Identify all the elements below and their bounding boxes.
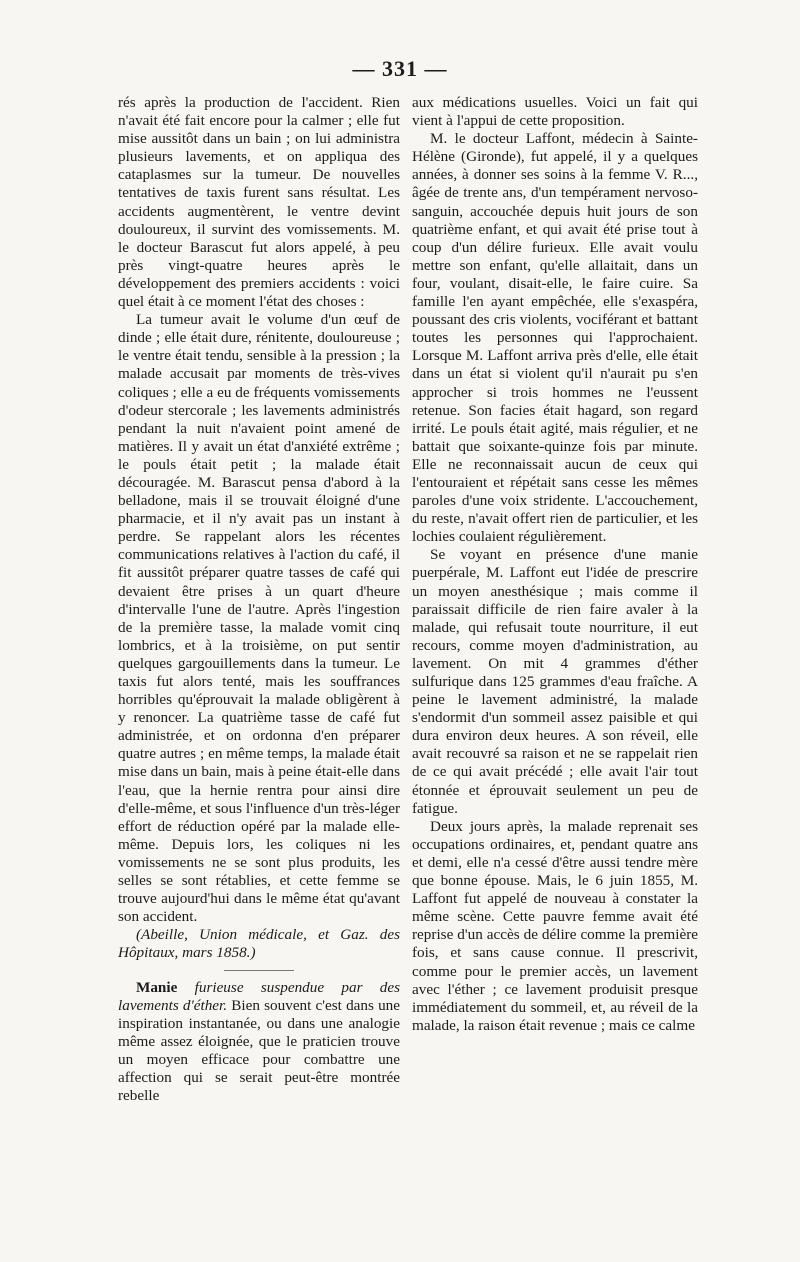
- paragraph: La tumeur avait le volume d'un œuf de dinde ; elle était dure, rénitente, douloureuse ; le ventre était tendu, sensible à la pression ; la malade accusait par moments de très-vives coliques ; elle a eu de fréquents vomissements d'odeur stercorale ; les lavements administrés pendant la nuit n'avaient point amené de matières. Il y avait un état d'anxiété extrême ; le pouls était petit ; la malade était découragée. M. Barascut pensa d'abord à la belladone, mais il se trouvait éloigné d'une pharmacie, et il n'y avait pas un instant à perdre. Se rappelant alors les récentes communications relatives à l'action du café, il fit aussitôt préparer quatre tasses de café qui devaient être prises à un quart d'heure d'intervalle l'une de l'autre. Après l'ingestion de la première tasse, la malade vomit cinq lombrics, et à la troisième, on put sentir quelques gargouillements dans la tumeur. Le taxis fut alors tenté, mais les souffrances horribles qu'éprouvait la malade obligèrent à y renoncer. La quatrième tasse de café fut administrée, et on ordonna d'en préparer quatre autres ; en même temps, la malade était mise dans un bain, mais à peine était-elle dans l'eau, que la hernie rentra pour ainsi dire d'elle-même, et sous l'influence d'un très-léger effort de réduction opéré par la malade elle-même. Depuis lors, les coliques ni les vomissements ne se sont plus produits, les selles se sont rétablies, et cette femme se trouve aujourd'hui dans le même état qu'avant son accident.: [118, 311, 400, 926]
- citation: (Abeille, Union médicale, et Gaz. des Hôpitaux, mars 1858.): [118, 926, 400, 962]
- paragraph: Deux jours après, la malade reprenait ses occupations ordinaires, et, pendant quatre ans et demi, elle n'a cessé d'être aussi tendre mère que bonne épouse. Mais, le 6 juin 1855, M. Laffont fut appelé de nouveau à constater la même scène. Cette pauvre femme avait été reprise d'un accès de délire comme la première fois, et sans cause connue. Il prescrivit, comme pour le premier accès, un lavement avec l'éther ; ce lavement produisit presque immédiatement du sommeil, et, au réveil de la malade, la raison était revenue ; mais ce calme: [412, 817, 698, 1034]
- page-number: — 331 —: [352, 56, 448, 81]
- section-heading-italic: furieuse suspendue par des lavements d'éther.: [118, 978, 401, 1014]
- section-divider: [224, 970, 294, 971]
- section-paragraph: [118, 979, 400, 1106]
- paragraph: Se voyant en présence d'une manie puerpérale, M. Laffont eut l'idée de prescrire un moyen anesthésique ; mais comme il paraissait difficile de rien faire avaler à la malade, qui refusait toute nourriture, il eut recours, comme moyen d'administration, au lavement. On mit 4 grammes d'éther sulfurique dans 125 grammes d'eau fraîche. A peine le lavement administré, la malade s'endormit d'un sommeil assez paisible et qui dura environ deux heures. A son réveil, elle avait recouvré sa raison et ne se rappelait rien de ce qui avait précédé ; elle avait l'air tout étonnée et éprouvait seulement un peu de fatigue.: [412, 546, 698, 817]
- left-column: [118, 94, 400, 1105]
- paragraph: rés après la production de l'accident. Rien n'avait été fait encore pour la calmer ; elle fut mise aussitôt dans un bain ; on lui administra plusieurs lavements, et on appliqua des cataplasmes sur la tumeur. De nouvelles tentatives de taxis furent sans résultat. Les accidents augmentèrent, le ventre devint douloureux, il survint des vomissements. M. le docteur Barascut fut alors appelé, à peu près vingt-quatre heures après le développement des premiers accidents : voici quel était à ce moment l'état des choses :: [118, 94, 400, 311]
- section-heading-bold: Manie: [136, 978, 178, 996]
- section-body: Bien souvent c'est dans une inspiration instantanée, ou dans une analogie même assez éloignée, que le praticien trouve un moyen efficace pour combattre une affection qui se serait peut-être montrée rebelle: [118, 996, 401, 1105]
- paragraph: aux médications usuelles. Voici un fait qui vient à l'appui de cette proposition.: [412, 94, 698, 130]
- right-column: [412, 94, 698, 1035]
- paragraph: M. le docteur Laffont, médecin à Sainte-Hélène (Gironde), fut appelé, il y a quelques années, à donner ses soins à la femme V. R..., âgée de trente ans, d'un tempérament nervoso-sanguin, accouchée depuis huit jours de son quatrième enfant, et qui avait été prise tout à coup d'un délire furieux. Elle avait voulu mettre son enfant, qu'elle allaitait, dans un four, voulant, disait-elle, le faire cuire. Sa famille l'en ayant empêchée, elle s'exaspéra, poussant des cris violents, vociférant et battant toutes les personnes qui l'approchaient. Lorsque M. Laffont arriva près d'elle, elle était dans un état si violent qu'il n'aurait pu s'en approcher si trois hommes ne l'eussent retenue. Son facies était hagard, son regard irrité. Le pouls était agité, mais régulier, et ne battait que soixante-quinze fois par minute. Elle ne reconnaissait aucun de ceux qui l'entouraient et répétait sans cesse les mêmes paroles d'une voix stridente. L'accouchement, du reste, n'avait offert rien de particulier, et les lochies coulaient régulièrement.: [412, 130, 698, 546]
